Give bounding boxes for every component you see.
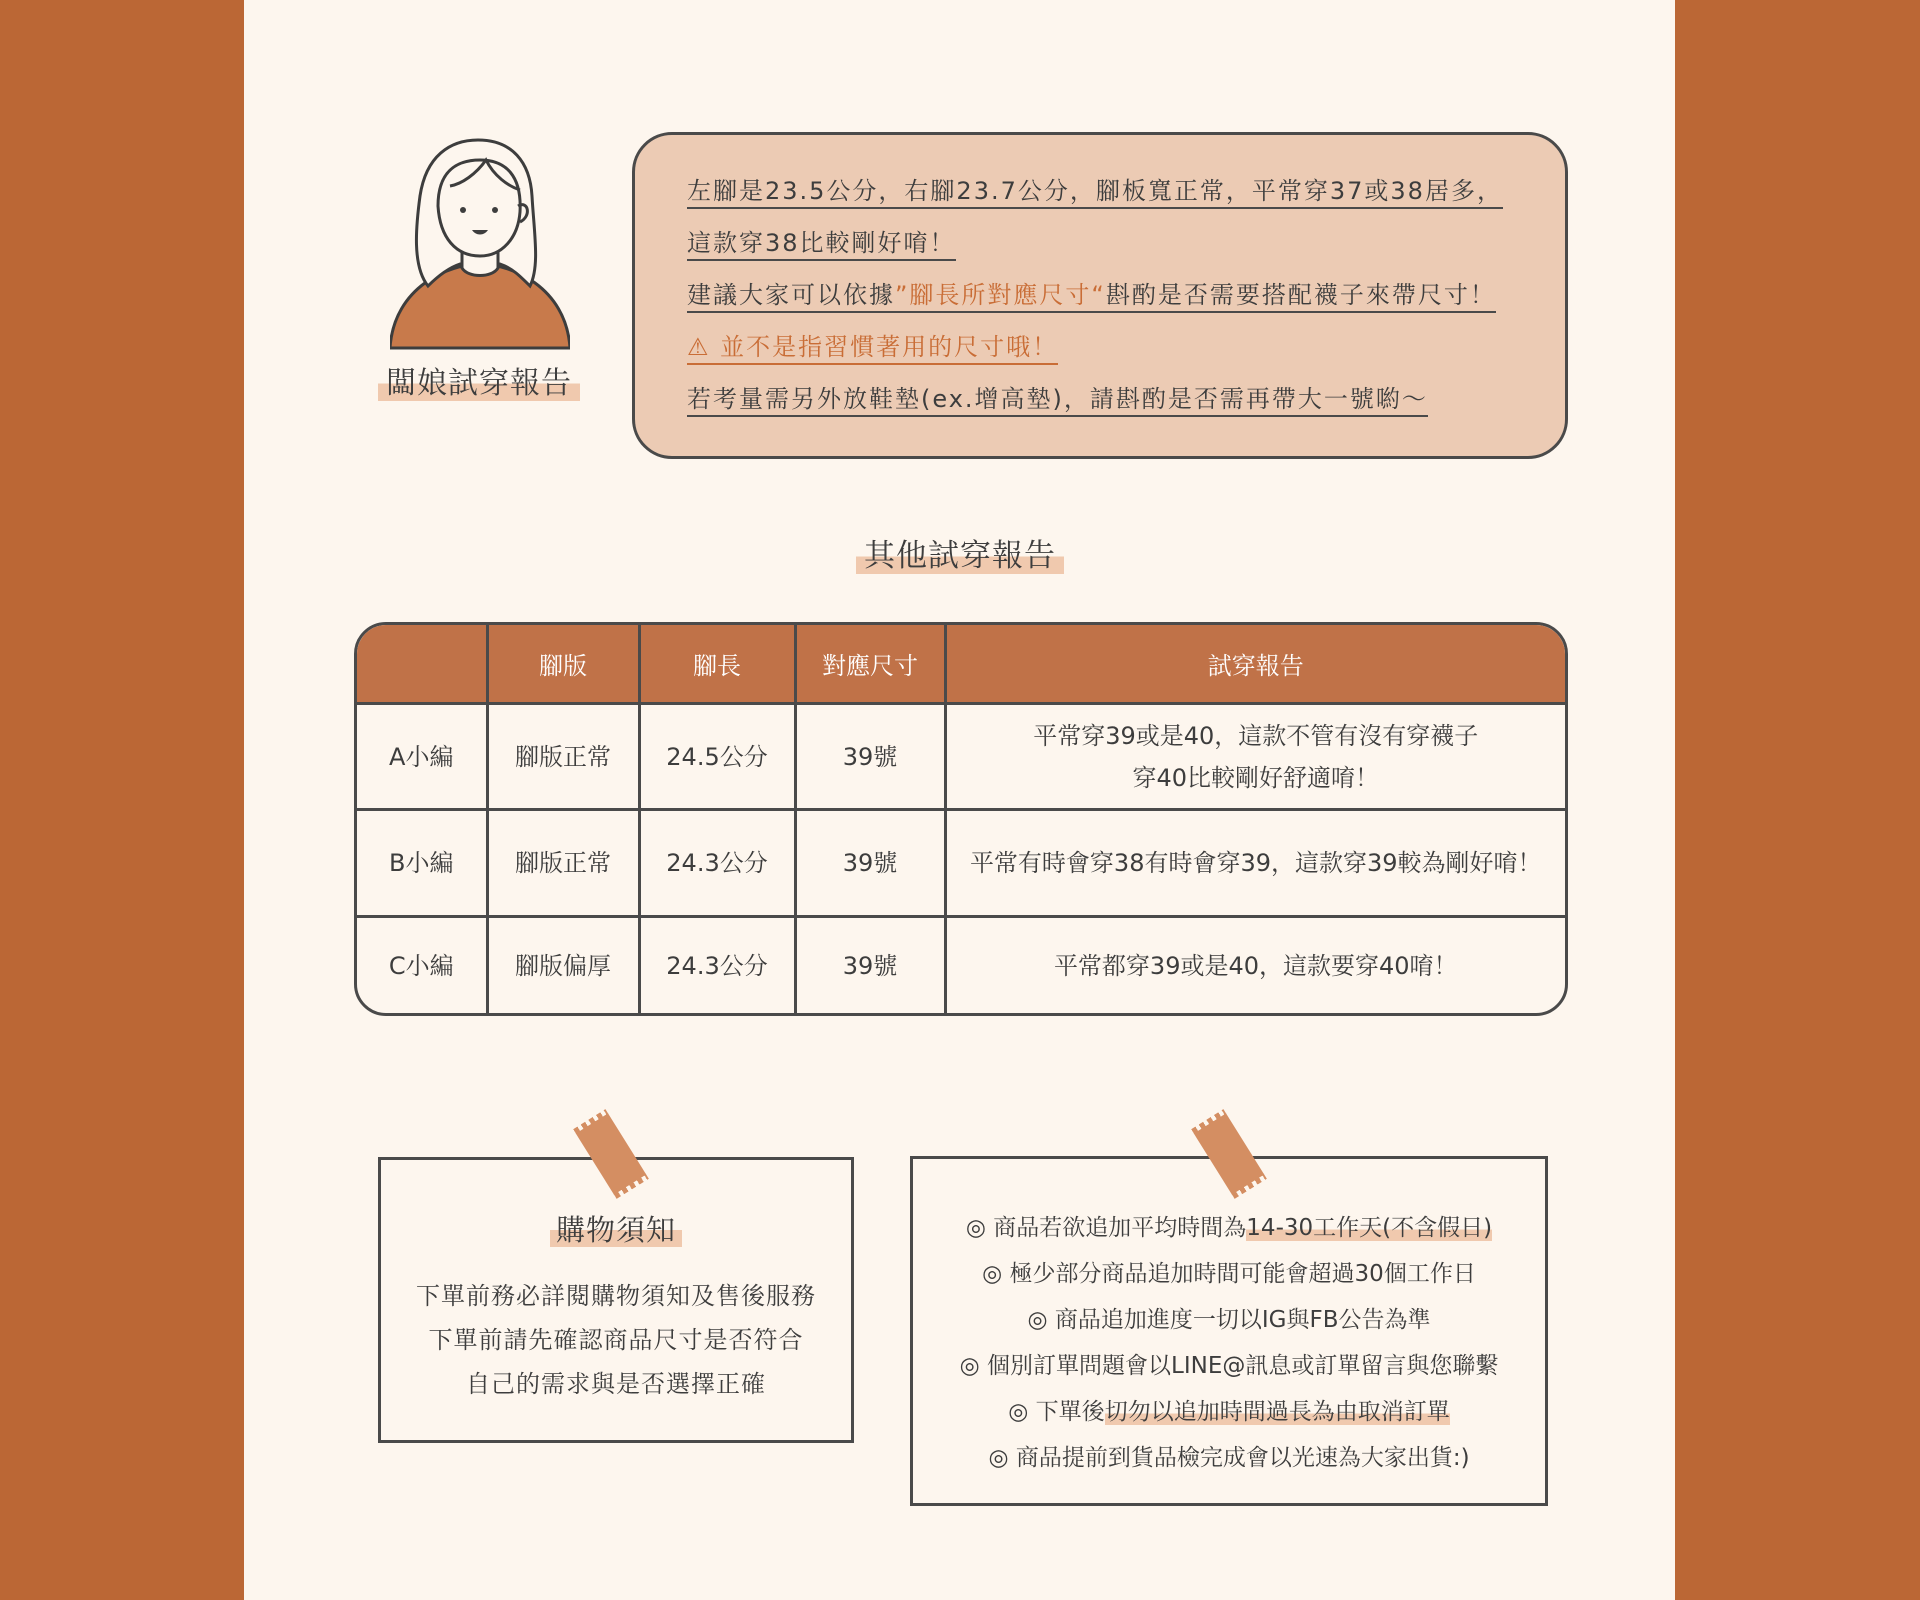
foot-type: 腳版偏厚 [487, 917, 639, 1014]
fit-report: 平常都穿39或是40，這款要穿40唷！ [945, 917, 1565, 1014]
bubble-line: 建議大家可以依據”腳長所對應尺寸“斟酌是否需要搭配襪子來帶尺寸！ [687, 269, 1517, 321]
foot-length: 24.5公分 [639, 704, 795, 810]
info-line: ◎ 個別訂單問題會以LINE@訊息或訂單留言與您聯繫 [959, 1353, 1499, 1379]
table-row [357, 810, 1565, 917]
header-cell [357, 625, 487, 704]
fit-size: 39號 [795, 917, 945, 1014]
restock-info-box [910, 1156, 1548, 1506]
notice-title: 購物須知 [381, 1208, 851, 1252]
highlight-text: ”腳長所對應尺寸“ [895, 281, 1106, 309]
fit-size: 39號 [795, 810, 945, 917]
notice-line: 下單前務必詳閱購物須知及售後服務 [416, 1282, 816, 1310]
header-cell: 試穿報告 [945, 625, 1565, 704]
header-cell: 對應尺寸 [795, 625, 945, 704]
foot-length: 24.3公分 [639, 810, 795, 917]
bubble-line: 這款穿38比較剛好唷！ [687, 217, 1517, 269]
table-row [357, 917, 1565, 1014]
reviewer-name: C小編 [357, 917, 487, 1014]
shopping-notice-box [378, 1157, 854, 1443]
header-cell: 腳版 [487, 625, 639, 704]
info-line: ◎ 下單後切勿以追加時間過長為由取消訂單 [1008, 1399, 1450, 1425]
fit-report: 平常穿39或是40，這款不管有沒有穿襪子 穿40比較剛好舒適唷！ [945, 704, 1565, 810]
section-title: 其他試穿報告 [0, 534, 1920, 578]
fit-size: 39號 [795, 704, 945, 810]
foot-length: 24.3公分 [639, 917, 795, 1014]
fit-report-table [354, 622, 1568, 1016]
warning-line: ⚠ 並不是指習慣著用的尺寸哦！ [687, 321, 1517, 373]
notice-line: 自己的需求與是否選擇正確 [466, 1370, 766, 1398]
bubble-line: 左腳是23.5公分，右腳23.7公分，腳板寬正常，平常穿37或38居多， [687, 165, 1517, 217]
foot-type: 腳版正常 [487, 810, 639, 917]
info-line: ◎ 極少部分商品追加時間可能會超過30個工作日 [982, 1261, 1476, 1287]
reviewer-name: B小編 [357, 810, 487, 917]
notice-line: 下單前請先確認商品尺寸是否符合 [428, 1326, 804, 1354]
owner-fit-report-bubble [632, 132, 1568, 459]
woman-avatar-icon [390, 136, 570, 350]
header-cell: 腳長 [639, 625, 795, 704]
info-line: ◎ 商品追加進度一切以IG與FB公告為準 [1027, 1307, 1431, 1333]
reviewer-name: A小編 [357, 704, 487, 810]
table-row [357, 704, 1565, 810]
fit-report: 平常有時會穿38有時會穿39，這款穿39較為剛好唷！ [945, 810, 1565, 917]
table-header-row [357, 625, 1565, 704]
avatar-title: 闆娘試穿報告 [376, 364, 582, 404]
bubble-line: 若考量需另外放鞋墊(ex.增高墊)，請斟酌是否需再帶大一號喲～ [687, 373, 1517, 425]
info-line: ◎ 商品提前到貨品檢完成會以光速為大家出貨:) [988, 1445, 1470, 1471]
foot-type: 腳版正常 [487, 704, 639, 810]
info-line: ◎ 商品若欲追加平均時間為14-30工作天(不含假日) [965, 1215, 1493, 1241]
